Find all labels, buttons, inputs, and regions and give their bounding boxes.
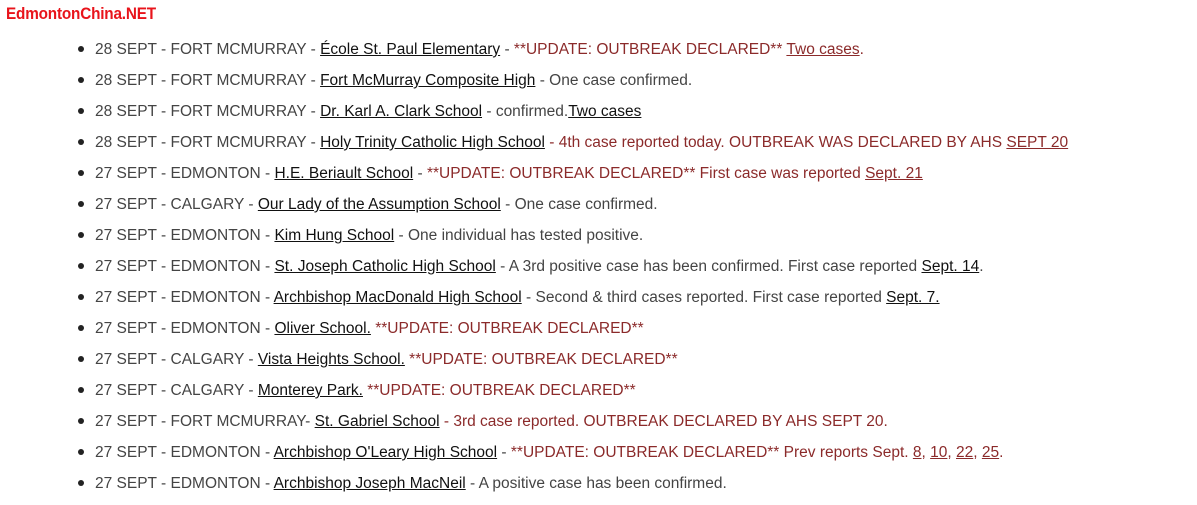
reference-link[interactable]: 8 xyxy=(912,444,922,461)
school-link[interactable]: Archbishop O'Leary High School xyxy=(273,444,498,461)
entry-separator: - xyxy=(497,444,511,461)
case-list-item xyxy=(76,251,1068,282)
entry-date-location: 28 SEPT - FORT MCMURRAY - xyxy=(95,134,321,151)
entry-date-location: 27 SEPT - CALGARY - xyxy=(95,382,258,399)
bullet-icon xyxy=(78,418,84,424)
case-list-item xyxy=(76,437,1068,468)
update-text: **UPDATE: OUTBREAK DECLARED** xyxy=(404,351,678,368)
bullet-icon xyxy=(78,325,84,331)
school-link[interactable]: Fort McMurray Composite High xyxy=(320,72,536,89)
entry-date-location: 28 SEPT - FORT MCMURRAY - xyxy=(95,41,321,58)
update-text: - 4th case reported today. OUTBREAK WAS DECLARED BY AHS xyxy=(544,134,1007,151)
case-list-item xyxy=(76,344,1068,375)
reference-link[interactable]: 25 xyxy=(981,444,1000,461)
case-list-item xyxy=(76,282,1068,313)
reference-link[interactable]: SEPT 20 xyxy=(1006,134,1069,151)
bullet-icon xyxy=(78,232,84,238)
entry-date-location: 27 SEPT - CALGARY - xyxy=(95,351,258,368)
update-text: **UPDATE: OUTBREAK DECLARED** xyxy=(362,382,636,399)
entry-text: - Second & third cases reported. First case reported xyxy=(521,289,887,306)
case-list-item xyxy=(76,127,1068,158)
entry-punctuation: . xyxy=(999,444,1004,461)
entry-date-location: 27 SEPT - EDMONTON - xyxy=(95,165,275,182)
entry-date-location: 27 SEPT - EDMONTON - xyxy=(95,320,275,337)
entry-separator: - xyxy=(500,41,514,58)
reference-link[interactable]: Sept. 14 xyxy=(921,258,980,275)
school-link[interactable]: Monterey Park. xyxy=(257,382,363,399)
update-text: **UPDATE: OUTBREAK DECLARED** Prev reports Sept. xyxy=(510,444,913,461)
case-list-item xyxy=(76,313,1068,344)
bullet-icon xyxy=(78,170,84,176)
school-link[interactable]: Vista Heights School. xyxy=(257,351,405,368)
case-list-item xyxy=(76,65,1068,96)
entry-text: - One case confirmed. xyxy=(535,72,693,89)
school-link[interactable]: H.E. Beriault School xyxy=(274,165,414,182)
bullet-icon xyxy=(78,46,84,52)
reference-separator: , xyxy=(947,444,956,461)
school-link[interactable]: Kim Hung School xyxy=(274,227,395,244)
school-link[interactable]: École St. Paul Elementary xyxy=(320,41,501,58)
bullet-icon xyxy=(78,139,84,145)
bullet-icon xyxy=(78,356,84,362)
school-link[interactable]: Archbishop MacDonald High School xyxy=(273,289,522,306)
case-list-item xyxy=(76,468,1068,499)
case-list-item xyxy=(76,34,1068,65)
update-text: - 3rd case reported. OUTBREAK DECLARED BY AHS SEPT 20. xyxy=(439,413,888,430)
entry-punctuation: . xyxy=(859,41,864,58)
entry-date-location: 27 SEPT - EDMONTON - xyxy=(95,289,274,306)
entry-date-location: 27 SEPT - FORT MCMURRAY- xyxy=(95,413,315,430)
school-link[interactable]: Oliver School. xyxy=(274,320,371,337)
bullet-icon xyxy=(78,449,84,455)
reference-link[interactable]: 10 xyxy=(930,444,948,461)
entry-punctuation: . xyxy=(979,258,984,275)
reference-separator: , xyxy=(921,444,931,461)
case-list-item xyxy=(76,220,1068,251)
school-link[interactable]: St. Gabriel School xyxy=(314,413,440,430)
entry-date-location: 28 SEPT - FORT MCMURRAY - xyxy=(95,103,321,120)
bullet-icon xyxy=(78,77,84,83)
case-list-item xyxy=(76,189,1068,220)
case-list-item xyxy=(76,96,1068,127)
bullet-icon xyxy=(78,480,84,486)
reference-link[interactable]: Sept. 21 xyxy=(865,165,923,182)
entry-date-location: 27 SEPT - EDMONTON - xyxy=(95,444,274,461)
update-text: **UPDATE: OUTBREAK DECLARED** xyxy=(370,320,644,337)
update-text: **UPDATE: OUTBREAK DECLARED** First case was reported xyxy=(426,165,866,182)
entry-text: - A positive case has been confirmed. xyxy=(465,475,727,492)
entry-date-location: 27 SEPT - EDMONTON - xyxy=(95,227,275,244)
entry-text: - A 3rd positive case has been confirmed. First case reported xyxy=(495,258,922,275)
bullet-icon xyxy=(78,294,84,300)
reference-link[interactable]: Two cases xyxy=(568,103,642,120)
school-link[interactable]: Our Lady of the Assumption School xyxy=(257,196,501,213)
case-list-item xyxy=(76,158,1068,189)
entry-text: - One case confirmed. xyxy=(500,196,658,213)
update-text: **UPDATE: OUTBREAK DECLARED** xyxy=(513,41,787,58)
bullet-icon xyxy=(78,201,84,207)
case-list-item xyxy=(76,406,1068,437)
entry-separator: - xyxy=(413,165,427,182)
case-list xyxy=(76,34,1068,499)
school-link[interactable]: St. Joseph Catholic High School xyxy=(274,258,496,275)
entry-text: - One individual has tested positive. xyxy=(394,227,644,244)
entry-text: confirmed. xyxy=(495,103,569,120)
school-link[interactable]: Dr. Karl A. Clark School xyxy=(320,103,483,120)
reference-separator: , xyxy=(973,444,982,461)
reference-link[interactable]: 22 xyxy=(956,444,974,461)
school-link[interactable]: Archbishop Joseph MacNeil xyxy=(273,475,466,492)
entry-date-location: 27 SEPT - EDMONTON - xyxy=(95,475,274,492)
site-watermark: EdmontonChina.NET xyxy=(6,4,156,23)
entry-separator: - xyxy=(482,103,496,120)
bullet-icon xyxy=(78,263,84,269)
entry-date-location: 27 SEPT - CALGARY - xyxy=(95,196,258,213)
school-link[interactable]: Holy Trinity Catholic High School xyxy=(320,134,545,151)
bullet-icon xyxy=(78,387,84,393)
entry-date-location: 27 SEPT - EDMONTON - xyxy=(95,258,275,275)
reference-link[interactable]: Sept. 7. xyxy=(886,289,940,306)
bullet-icon xyxy=(78,108,84,114)
entry-date-location: 28 SEPT - FORT MCMURRAY - xyxy=(95,72,321,89)
reference-link[interactable]: Two cases xyxy=(786,41,860,58)
case-list-item xyxy=(76,375,1068,406)
